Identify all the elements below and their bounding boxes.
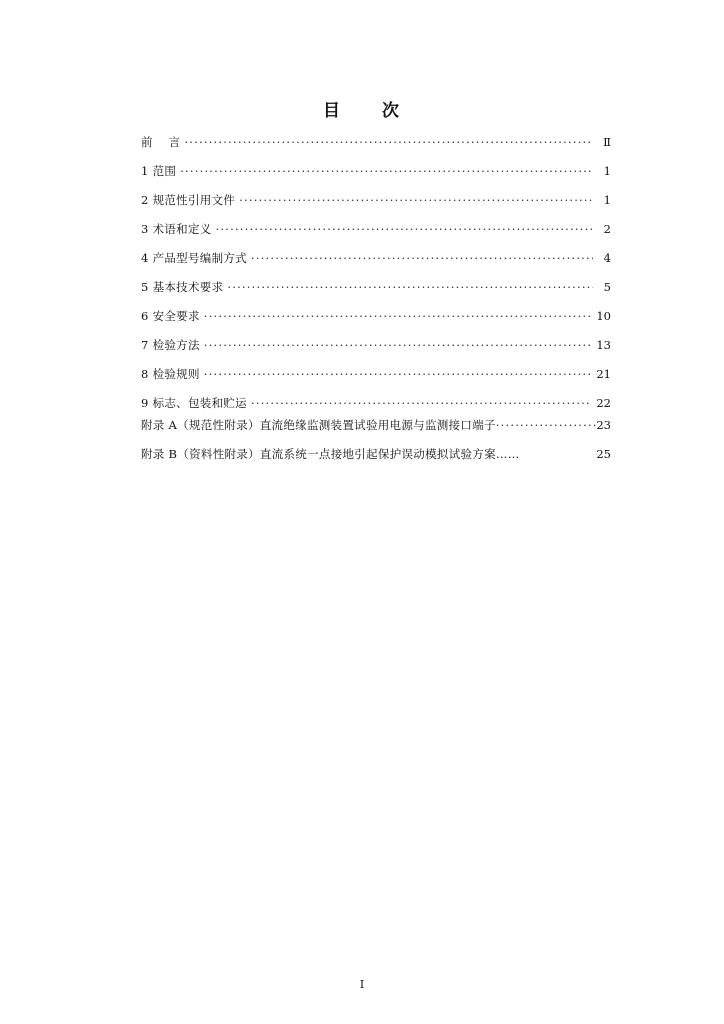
toc-list	[141, 132, 611, 473]
toc-entry-label: 3 术语和定义	[141, 222, 212, 236]
toc-leader-dots	[204, 306, 593, 326]
toc-entry-label: 5 基本技术要求	[141, 280, 224, 294]
toc-leader-dots	[204, 364, 593, 384]
toc-entry[interactable]	[141, 248, 611, 277]
toc-entry-label: 2 规范性引用文件	[141, 193, 236, 207]
toc-entry[interactable]	[141, 415, 611, 444]
toc-entry-page: 1	[603, 193, 611, 207]
toc-entry-page: Ⅱ	[603, 135, 611, 149]
toc-entry-page: 4	[603, 251, 611, 265]
toc-entry-label: 1 范围	[141, 164, 177, 178]
toc-entry-label: 附录 A（规范性附录）直流绝缘监测装置试验用电源与监测接口端子	[141, 418, 496, 432]
toc-leader-dots	[216, 219, 593, 239]
toc-entry[interactable]	[141, 277, 611, 306]
toc-entry-page: 10	[596, 309, 611, 323]
toc-entry-label: 4 产品型号编制方式	[141, 251, 247, 265]
toc-entry[interactable]	[141, 190, 611, 219]
toc-leader-dots	[204, 335, 593, 355]
toc-entry-page: 13	[596, 338, 611, 352]
toc-entry-page: 5	[603, 280, 611, 294]
toc-entry-label: 附录 B（资料性附录）直流系统一点接地引起保护误动模拟试验方案……	[141, 447, 520, 461]
toc-entry-page: 21	[596, 367, 611, 381]
toc-leader-dots	[184, 132, 593, 152]
toc-leader-dots	[251, 248, 593, 268]
toc-entry[interactable]	[141, 364, 611, 393]
toc-leader-dots	[496, 415, 597, 435]
toc-title-char-2: 次	[382, 101, 401, 121]
toc-leader-dots	[180, 161, 593, 181]
toc-title	[0, 96, 724, 121]
toc-entry-label: 6 安全要求	[141, 309, 200, 323]
toc-leader-dots	[251, 393, 592, 413]
toc-entry[interactable]	[141, 335, 611, 364]
toc-entry-page: 2	[603, 222, 611, 236]
page-number: I	[359, 978, 365, 991]
toc-entry[interactable]	[141, 393, 611, 415]
toc-entry-label: 7 检验方法	[141, 338, 200, 352]
toc-entry[interactable]	[141, 306, 611, 335]
toc-entry-label: 9 标志、包装和贮运	[141, 396, 247, 410]
toc-leader-dots	[227, 277, 593, 297]
toc-entry[interactable]	[141, 132, 611, 161]
toc-entry[interactable]	[141, 161, 611, 190]
toc-entry-label: 前 言	[141, 135, 181, 149]
toc-entry-page: 22	[596, 396, 611, 410]
toc-entry-label: 8 检验规则	[141, 367, 200, 381]
toc-entry-page: 23	[596, 418, 611, 432]
toc-title-char-1: 目	[323, 101, 342, 121]
toc-entry-page: 25	[596, 447, 611, 461]
toc-entry[interactable]	[141, 444, 611, 473]
toc-entry-page: 1	[603, 164, 611, 178]
toc-entry[interactable]	[141, 219, 611, 248]
toc-leader-dots	[239, 190, 593, 210]
